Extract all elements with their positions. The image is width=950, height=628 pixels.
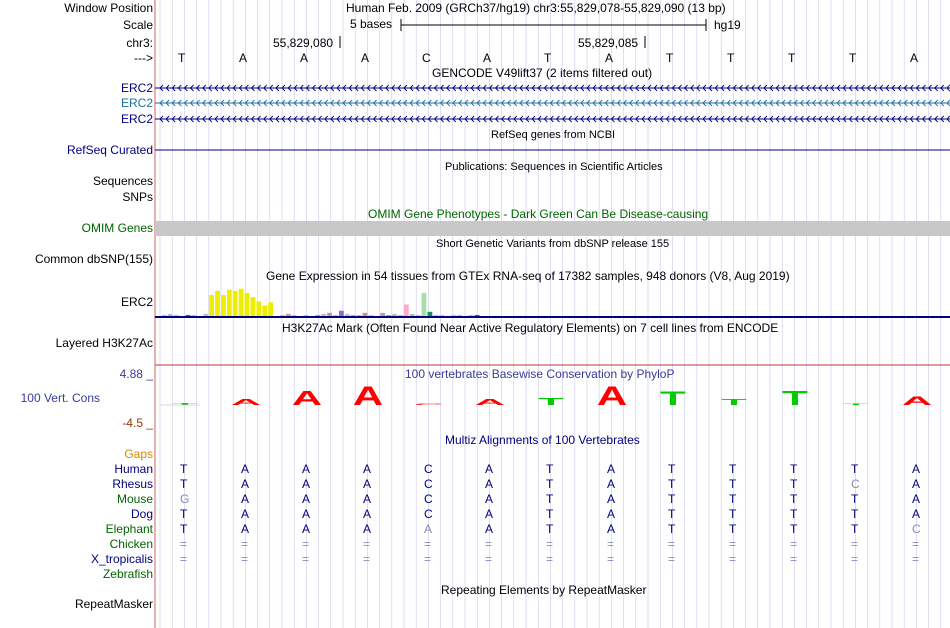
reference-base: T [666,51,674,65]
species-label[interactable]: Rhesus [112,477,153,491]
alignment-base: = [607,537,615,551]
alignment-base: A [302,507,311,521]
alignment-base: C [912,522,921,536]
alignment-base: A [485,462,494,476]
alignment-base: A [302,462,311,476]
gtex-tissue-bar [451,315,456,316]
gtex-tissue-bar [245,293,250,316]
alignment-base: T [729,477,737,491]
reference-base: A [605,51,614,65]
alignment-base: T [546,522,554,536]
gtex-tissue-bar [215,291,220,316]
gencode-item-label-2[interactable]: ERC2 [120,96,153,110]
alignment-base: A [485,522,494,536]
phylop-base-logo: A [474,397,506,407]
alignment-base: = [790,552,798,566]
refseq-track-title[interactable]: RefSeq genes from NCBI [491,129,616,141]
alignment-base: A [241,462,250,476]
alignment-base: = [729,537,737,551]
species-label[interactable]: Zebrafish [102,567,153,581]
alignment-base: = [302,552,310,566]
gtex-tissue-bar [292,315,297,316]
alignment-base: T [851,522,859,536]
gtex-tissue-bar [286,314,291,316]
publications-track-title[interactable]: Publications: Sequences in Scientific Articles [445,161,663,173]
alignment-base: A [241,492,250,506]
alignment-base: A [607,522,616,536]
alignment-base: T [790,492,798,506]
alignment-base: T [851,492,859,506]
omim-gene-bar [155,221,950,236]
gtex-tissue-bar [162,315,167,316]
alignment-base: C [424,507,433,521]
strand-label: ---> [134,51,153,65]
alignment-base: = [241,537,249,551]
gtex-tissue-bar [239,289,244,316]
repeatmasker-track-title[interactable]: Repeating Elements by RepeatMasker [441,583,647,597]
alignment-base: A [302,492,311,506]
window-position-label: Window Position [64,1,153,15]
alignment-base: A [363,507,372,521]
phylop-base-logo: T [782,387,808,410]
alignment-base: = [241,552,249,566]
omim-track-title[interactable]: OMIM Gene Phenotypes - Dark Green Can Be Disease-causing [368,207,709,221]
species-label[interactable]: Mouse [116,492,153,506]
gtex-tissue-bar [256,301,261,316]
gtex-tissue-bar [428,312,433,316]
alignment-base: T [180,507,188,521]
gtex-gene-label[interactable]: ERC2 [120,295,153,309]
alignment-base: A [363,477,372,491]
gtex-tissue-bar [475,315,480,316]
reference-base: T [788,51,796,65]
alignment-base: A [485,507,494,521]
alignment-base: T [668,462,676,476]
gtex-tissue-bar [386,315,391,316]
gencode-item-label-1[interactable]: ERC2 [120,81,153,95]
alignment-base: T [546,477,554,491]
reference-base: T [544,51,552,65]
alignment-base: = [851,537,859,551]
alignment-base: T [668,492,676,506]
alignment-base: T [546,492,554,506]
gtex-tissue-bar [168,314,173,316]
alignment-base: = [912,537,920,551]
alignment-base: T [851,462,859,476]
gtex-tissue-bar [392,314,397,316]
gtex-tissue-bar [363,313,368,316]
alignment-base: T [180,462,188,476]
phylop-base-logo: A [230,397,262,407]
alignment-base: T [729,462,737,476]
reference-base: A [300,51,309,65]
alignment-base: A [363,522,372,536]
alignment-base: = [851,552,859,566]
phylop-base-logo: A [291,387,323,410]
alignment-base: T [180,477,188,491]
gtex-tissue-bar [304,315,309,316]
scale-label: Scale [122,18,153,32]
alignment-base: T [180,522,188,536]
alignment-base: A [607,507,616,521]
gtex-tissue-bar [369,315,374,316]
alignment-base: = [485,537,493,551]
species-label[interactable]: Elephant [105,522,153,536]
reference-base: A [361,51,370,65]
alignment-base: C [424,492,433,506]
alignment-base: T [668,507,676,521]
h3k27ac-track-title[interactable]: H3K27Ac Mark (Often Found Near Active Regulatory Elements) on 7 cell lines from ENCODE [282,321,779,335]
scale-db: hg19 [714,18,741,32]
reference-base: C [422,51,431,65]
gtex-tissue-bar [416,315,421,316]
alignment-base: = [912,552,920,566]
alignment-base: A [363,462,372,476]
refseq-curated-label[interactable]: RefSeq Curated [66,143,153,157]
reference-base: A [910,51,919,65]
phylop-min-label: -4.5 _ [122,416,153,430]
alignment-base: A [912,492,921,506]
gtex-tissue-bar [233,291,238,316]
alignment-base: A [241,522,250,536]
alignment-base: T [851,507,859,521]
alignment-base: = [485,552,493,566]
reference-base: T [178,51,186,65]
alignment-base: = [180,537,188,551]
alignment-base: C [851,477,860,491]
gtex-tissue-bar [333,315,338,316]
phylop-base-logo: T [538,396,564,408]
species-label[interactable]: X_tropicalis [90,552,153,566]
alignment-base: T [668,522,676,536]
alignment-base: T [790,522,798,536]
alignment-base: A [607,492,616,506]
gtex-tissue-bar [357,315,362,316]
alignment-base: T [790,507,798,521]
alignment-base: = [363,552,371,566]
gtex-tissue-bar [439,315,444,316]
alignment-base: = [302,537,310,551]
phylop-track-title[interactable]: 100 vertebrates Basewise Conservation by PhyloP [405,367,675,381]
gtex-tissue-bar [174,315,179,316]
alignment-base: T [729,522,737,536]
gtex-tissue-bar [192,315,197,316]
gtex-tissue-bar [404,304,409,316]
gtex-tissue-bar [262,306,267,317]
gtex-tissue-bar [345,314,350,316]
position-tick-2: 55,829,085 [578,36,639,50]
position-tick-1: 55,829,080 [273,36,334,50]
alignment-base: A [241,477,250,491]
gtex-tissue-bar [227,290,232,316]
alignment-base: T [546,462,554,476]
gtex-track-title[interactable]: Gene Expression in 54 tissues from GTEx RNA-seq of 17382 samples, 948 donors (V8, Aug 2019) [266,269,790,283]
alignment-base: = [607,552,615,566]
alignment-base: = [546,552,554,566]
alignment-base: = [668,537,676,551]
gtex-tissue-bar [186,315,191,316]
alignment-base: = [180,552,188,566]
alignment-base: A [485,477,494,491]
alignment-base: = [424,537,432,551]
gaps-label[interactable]: Gaps [124,447,153,461]
alignment-base: C [424,477,433,491]
alignment-base: A [607,462,616,476]
multiz-track-title[interactable]: Multiz Alignments of 100 Vertebrates [445,433,640,447]
phylop-base-logo: T [660,386,686,410]
gtex-tissue-bar [251,297,256,316]
alignment-base: A [912,507,921,521]
gtex-tissue-bar [457,315,462,316]
phylop-base-logo: T [721,397,747,407]
alignment-base: A [607,477,616,491]
gtex-tissue-bar [469,315,474,316]
alignment-base: A [302,522,311,536]
gtex-tissue-bar [321,314,326,316]
alignment-base: A [912,477,921,491]
gtex-tissue-bar [327,313,332,316]
reference-base: A [239,51,248,65]
alignment-base: A [363,492,372,506]
h3k27ac-label[interactable]: Layered H3K27Ac [55,336,153,350]
alignment-base: C [424,462,433,476]
phylop-label[interactable]: 100 Vert. Cons [20,391,100,405]
species-label[interactable]: Dog [130,507,153,521]
alignment-base: = [729,552,737,566]
gtex-tissue-bar [315,315,320,316]
phylop-base-logo: A [352,381,384,412]
gtex-tissue-bar [268,302,273,316]
gtex-tissue-bar [398,315,403,316]
dbsnp-label[interactable]: Common dbSNP(155) [34,252,153,266]
alignment-base: T [790,477,798,491]
gtex-tissue-bar [209,295,214,316]
gtex-tissue-bar [280,315,285,316]
gtex-tissue-bar [221,295,226,316]
alignment-base: A [424,522,433,536]
sequences-label[interactable]: Sequences [92,174,153,188]
alignment-base: = [668,552,676,566]
dbsnp-track-title[interactable]: Short Genetic Variants from dbSNP release 155 [436,238,670,250]
phylop-base-logo: A [596,381,628,412]
reference-base: T [849,51,857,65]
gtex-tissue-bar [351,315,356,316]
phylop-base-logo: T [843,403,869,406]
alignment-base: G [180,492,190,506]
snps-label[interactable]: SNPs [122,190,153,204]
alignment-base: = [363,537,371,551]
alignment-base: T [729,507,737,521]
alignment-base: T [546,507,554,521]
alignment-base: = [546,537,554,551]
alignment-base: A [302,477,311,491]
alignment-base: A [485,492,494,506]
alignment-base: = [790,537,798,551]
species-label[interactable]: Chicken [109,537,153,551]
omim-genes-label[interactable]: OMIM Genes [81,221,153,235]
gtex-tissue-bar [410,314,415,316]
chr-label: chr3: [126,36,153,50]
alignment-base: T [668,477,676,491]
repeatmasker-label[interactable]: RepeatMasker [74,597,153,611]
gtex-tissue-bar [380,313,385,316]
alignment-base: = [424,552,432,566]
gtex-tissue-bar [203,314,208,316]
phylop-base-logo: C [413,403,445,406]
scale-value: 5 bases [350,17,393,31]
alignment-base: A [241,507,250,521]
phylop-base-logo: A [901,393,933,408]
gtex-tissue-bar [339,311,344,316]
alignment-base: T [790,462,798,476]
window-position-value: Human Feb. 2009 (GRCh37/hg19) chr3:55,829,078-55,829,090 (13 bp) [346,1,726,15]
reference-base: T [727,51,735,65]
species-label[interactable]: Human [114,462,153,476]
gencode-item-label-3[interactable]: ERC2 [120,112,153,126]
gencode-track-title[interactable]: GENCODE V49lift37 (2 items filtered out) [432,66,653,80]
alignment-base: T [729,492,737,506]
alignment-base: A [912,462,921,476]
gtex-tissue-bar [422,293,427,316]
phylop-base-logo: T [172,402,198,406]
gtex-tissue-bar [433,315,438,316]
reference-base: A [483,51,492,65]
phylop-max-label: 4.88 _ [119,367,153,381]
